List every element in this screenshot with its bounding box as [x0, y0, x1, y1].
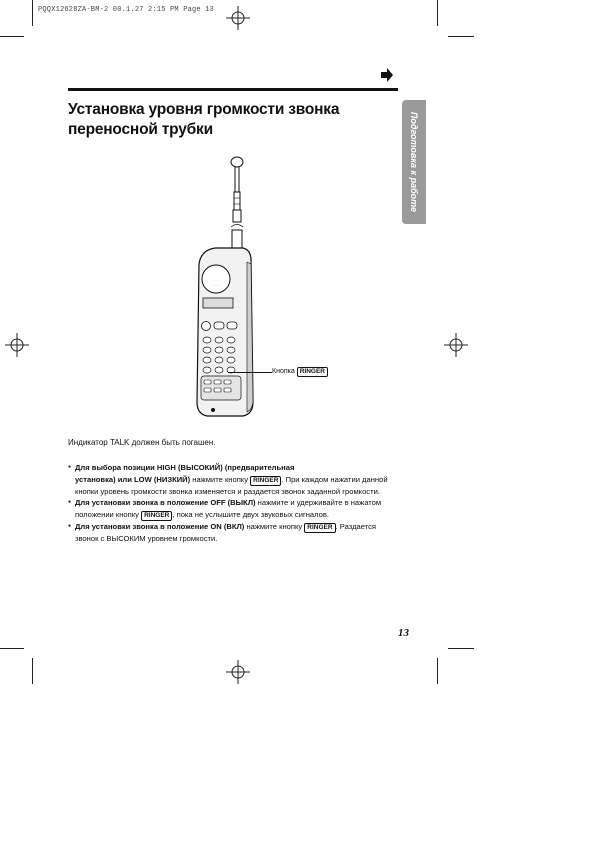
- callout-line: [228, 372, 272, 373]
- right-arrow-icon: [380, 68, 394, 87]
- handset-illustration: [185, 152, 265, 432]
- crosshair-icon: [5, 333, 29, 357]
- svg-text:· · · ·: · · · ·: [212, 278, 220, 282]
- callout-label: Кнопка: [272, 368, 295, 375]
- page-title-line: Установка уровня громкости звонка: [68, 101, 340, 118]
- ringer-key-label: RINGER: [297, 367, 328, 377]
- crosshair-icon: [226, 660, 250, 684]
- body-text: . Раздается звонок с ВЫСОКИМ уровнем громкости.: [75, 521, 376, 543]
- ringer-key-label: RINGER: [250, 476, 281, 486]
- crop-mark: [437, 658, 438, 684]
- body-text: , пока не услышите двух звуковых сигналов.: [172, 509, 330, 519]
- page-number: 13: [398, 627, 409, 639]
- print-header-info: PQQX12628ZA-BM-2 00.1.27 2:15 PM Page 13: [38, 6, 215, 14]
- crosshair-icon: [226, 6, 250, 30]
- bold-text: Для установки звонка в положение ON (ВКЛ): [75, 521, 245, 531]
- indicator-note: Индикатор TALK должен быть погашен.: [68, 438, 216, 447]
- ringer-key-label: RINGER: [141, 511, 172, 521]
- body-text: нажмите кнопку: [190, 474, 251, 484]
- crop-mark: [448, 36, 474, 37]
- instructions-list: [68, 462, 398, 544]
- list-item: [68, 462, 398, 497]
- page-title-line: переносной трубки: [68, 121, 213, 138]
- bold-text: Для установки звонка в положение OFF (ВЫКЛ): [75, 498, 256, 508]
- body-text: . При каждом нажатии данной кнопки уровень громкости звонка изменяется и раздается звонок заданной громкости.: [75, 474, 388, 496]
- crosshair-icon: [444, 333, 468, 357]
- svg-text:· · · ·: · · · ·: [212, 273, 220, 277]
- list-item: [68, 521, 398, 545]
- bold-text: установка) или LOW (НИЗКИЙ): [75, 474, 191, 484]
- list-item: [68, 497, 398, 521]
- bold-text: Для выбора позиции HIGH (ВЫСОКИЙ) (предварительная: [75, 463, 295, 472]
- crop-mark: [32, 658, 33, 684]
- crop-mark: [32, 0, 33, 26]
- svg-text:· · · ·: · · · ·: [212, 283, 220, 287]
- section-tab: [402, 100, 426, 224]
- crop-mark: [437, 0, 438, 26]
- crop-mark: [448, 648, 474, 649]
- ringer-callout: [272, 367, 328, 377]
- ringer-key-label: RINGER: [304, 523, 335, 533]
- title-rule: [68, 88, 398, 91]
- body-text: нажмите и удерживайте в нажатом положении кнопку: [75, 498, 382, 519]
- page-title: [68, 100, 388, 140]
- body-text: нажмите кнопку: [244, 521, 305, 531]
- crop-mark: [0, 648, 24, 649]
- crop-mark: [0, 36, 24, 37]
- section-tab-label: Подготовка к работе: [409, 111, 420, 213]
